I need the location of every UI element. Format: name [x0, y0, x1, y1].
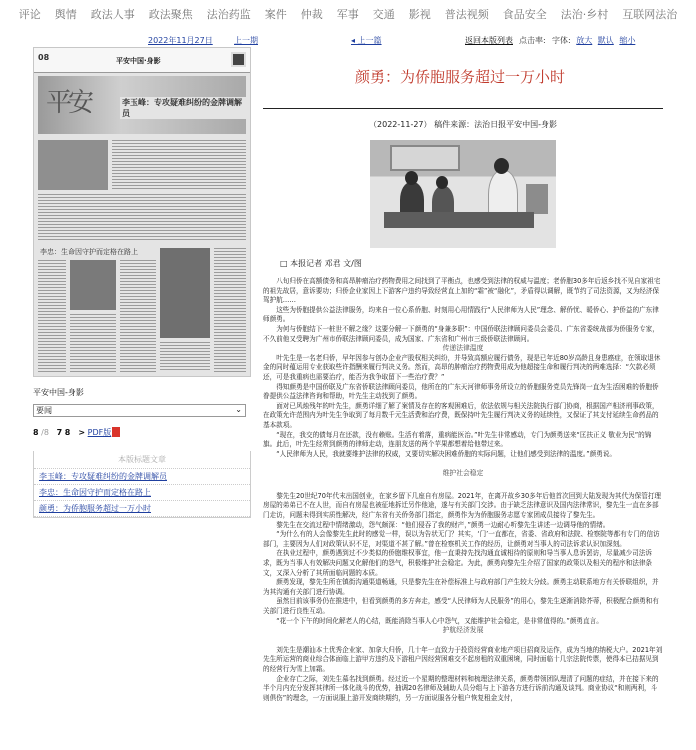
article-paragraph: “为什么有的人会像黎先生此时的感觉一样，误以为告状无门？其实，‘门’一直都在，省委、省政府和法院、检察院等都有专门的信访部门，主要因为人们对政策认识不足，对渠道不甚了解。”曾在检察机关工作的经历，让颜勇对当事人的司法诉求认识加深刻。 [263, 530, 660, 548]
article-paragraph: 黎先生20世纪70年代末出国创业，在家乡留下几座自有房屋。2021年，在离开故乡30多年后他首次回到大陆发现为其代为保管打理房屋的弟弟已不在人世，而自有房屋也被征地拆迁另作他途，遂与有关部门交涉。由于缺乏法律意识及国内法律常识，黎先生一直在多部门走访，问题未得到实质性解决，经广东省有关侨务部门指定，颜勇作为为侨胞服务志愿专家团成员接待了黎先生。 [263, 491, 662, 520]
nav-item[interactable]: 仲裁 [300, 8, 323, 21]
article-link[interactable]: 颜勇：为侨胞服务超过一万小时 [39, 504, 151, 513]
photo-window [390, 145, 460, 171]
font-large-link[interactable]: 放大 [576, 36, 593, 45]
page-spacer [51, 428, 54, 437]
photo-head [436, 176, 448, 189]
thumb-headline-1[interactable]: 李玉峰：专攻疑难纠纷的金牌调解员 [120, 97, 250, 119]
thumb-headline-2[interactable]: 李忠：生命因守护而定格在路上 [40, 248, 138, 256]
article-paragraph: “人民律师为人民，我就要维护法律的权威，又要切实解决困难侨胞的实际问题，让他们感受到法律的温度。”颜勇说。 [276, 449, 616, 458]
thumb-page-number: 08 [38, 53, 50, 62]
prev-issue-link[interactable]: 上一期 [234, 36, 258, 45]
photo-shelf [526, 184, 548, 214]
click-rate-label: 点击率: [519, 36, 546, 45]
page-link-8[interactable]: 8 [64, 428, 71, 437]
thumb-masthead [34, 48, 250, 73]
page-total: 8 [43, 428, 49, 437]
nav-item[interactable]: 交通 [372, 8, 395, 21]
article-meta: （2022-11-27） 稿件来源：法治日报平安中国-身影 [369, 120, 557, 129]
newspaper-page-thumbnail[interactable] [33, 47, 251, 377]
article-paragraph: 得知颜勇是中国侨联及广东省侨联法律顾问委员，他所在的广东天河律师事务所设立的侨胞服务党员先锋岗一直为生活困难的侨胞侨眷提供公益法律咨询和帮助，叶先生主动找到了颜勇。 [263, 382, 659, 401]
article-photo [370, 140, 556, 248]
nav-item[interactable]: 法治药监 [206, 8, 251, 21]
top-navigation [0, 0, 696, 28]
nav-item[interactable]: 法治·乡村 [560, 8, 609, 21]
main-column [263, 46, 663, 703]
page-select-dropdown[interactable] [33, 404, 246, 417]
thumb-section-title: 平安中国·身影 [116, 57, 161, 65]
article-paragraph: 虽然目前该事务仍在推进中，但看到颜勇的多方奔走，感受“人民律师为人民服务”的用心，黎先生逐渐消除芥蒂，积极配合颜勇和有关部门进行良性互动。 [263, 597, 659, 615]
thumb-photo [38, 140, 108, 190]
article-paragraph: 刘先生是潮汕本土优秀企业家、加拿大归侨，几十年一直致力于投资经营商业地产项目招商及运作，成为当地的纳税大户。2021年刘先生所运营的商业综合体面临上游甲方违约及下游租户因经营困难交不起房租的双重困境，同时面临十几宗法院传票，使得本已拮据见到的经营行为雪上加霜。 [263, 645, 663, 673]
article-body [263, 277, 663, 703]
photo-caption: □ 本报记者 邓君 文/图 [280, 259, 362, 268]
thumb-photo [70, 260, 116, 310]
photo-head [494, 158, 509, 174]
article-paragraph: 八旬归侨在高额债务和高昂肿瘤治疗药物费用之间找到了平衡点，也感受到法律的权威与温度；老侨胞30多年后返乡找不见自家祖宅的祖先故居，意诉要功；归侨企业家因上下游客户违约导致经营直上加的“霜”被“融化”，矛盾得以调解，既节约了司法资源，又为经济保驾护航…… [263, 277, 661, 305]
article-paragraph: 这些为侨胞提供公益法律服务，均来自一位心系侨胞、时刻用心用情践行“人民律师为人民”理念、解侨忧、暖侨心、护侨益的广东律师颜勇。 [263, 305, 659, 324]
back-to-list-link[interactable]: 返回本版列表 [465, 36, 513, 45]
thumb-text-block [70, 314, 116, 372]
nav-item[interactable]: 政法聚焦 [148, 8, 193, 21]
nav-item[interactable]: 军事 [336, 8, 359, 21]
thumb-text-block [214, 248, 246, 372]
article-section-1 [263, 354, 663, 460]
nav-item[interactable]: 政法人事 [90, 8, 135, 21]
headline-bar [263, 46, 663, 109]
nav-item[interactable]: 舆情 [54, 8, 77, 21]
article-paragraph: 黎先生在交流过程中情绪激动，怨气颇深：“他们侵吞了我的财产，”颜勇一边耐心听黎先生讲述一边调导他的情绪。 [276, 520, 610, 529]
photo-table [384, 212, 534, 228]
article-paragraph: 在执业过程中，颜勇遇到过不少类似的侨胞维权事宜，他一直秉持先找沟通直诚相待的原则和导当事人息诉罢访，尽量减少司法诉求，既为当事人有效解决问题又化解他们的怨气，积极维护社会稳定。为此，颜勇向黎先生介绍了国家的政策以及相关的程序和法律条文，又深入分析了其所面临问题的本质。 [263, 549, 653, 577]
page-link-7[interactable]: 7 [56, 428, 63, 437]
article-paragraph: 面对已风烛残年的叶先生，颜勇详细了解了案情及存在的客观困难后，依法依规与相关法院执行部门协商，根据国产相济刑事政策，在政策允许范围内为叶先生争取到了每月数千元生活费和治疗费，既保持叶先生履行判决义务的延续性，又保证了其支付延续生命药品的基本款项。 [263, 401, 659, 429]
thumb-brush-title: 平安 [46, 88, 91, 118]
prev-issue [234, 35, 258, 46]
thumb-text-block [38, 260, 66, 372]
article-subheading: 传递法律温度 [442, 344, 484, 353]
article-paragraph: 叶先生是一名老归侨，早年因参与创办企业产股权相关纠纷，并导致高额应履行债务，现是已年近80岁高龄且身患癌症，在领取退休金的同时蕴运用专业获取些许指酬来履行判决义务。然而，高昂的肿瘤治疗药物费用成为他超接生命和履行判决的两难选择：“欠款必须还，可是我重病也需要治疗，能否为我争取留下一些治疗费？” [263, 353, 661, 381]
nav-item[interactable]: 互联网法治 [622, 8, 678, 21]
article-section-3 [263, 646, 663, 704]
list-item [34, 485, 250, 501]
nav-item[interactable]: 影视 [408, 8, 431, 21]
current-page: 8 [33, 428, 39, 437]
prev-article [351, 35, 382, 46]
article-paragraph: “花一个下午的时间化解老人的心结，既能消除当事人心中怨气，又能维护社会稳定，是非常值得的。”颜勇直言。 [276, 616, 603, 625]
page-links [33, 427, 255, 438]
font-small-link[interactable]: 缩小 [619, 36, 636, 45]
pdf-link[interactable]: PDF版 [87, 428, 112, 437]
font-default-link[interactable]: 默认 [597, 36, 614, 45]
article-list [33, 451, 251, 518]
article-section-2 [263, 492, 663, 626]
nav-item[interactable]: 案件 [264, 8, 287, 21]
thumb-text-block [38, 194, 246, 242]
qr-code-icon [231, 52, 246, 67]
issue-date-link[interactable]: 2022年11月27日 [148, 36, 213, 45]
article-paragraph: 为何与侨胞结下一桩世不解之缘？这要分解一下颜勇的“身兼多职”：中国侨联法律顾问委员会委员、广东省委统战部为侨服务专家，不久前他又受聘为广州市侨联法律顾问委员，成为国家、广东省和广州市三级侨联法律顾问。 [263, 324, 659, 343]
article-section-intro [263, 277, 663, 344]
thumb-text-block [160, 342, 210, 372]
page-section-label: 平安中国-身影 [33, 388, 84, 397]
article-link[interactable]: 李玉峰：专攻疑难纠纷的金牌调解员 [39, 472, 167, 481]
pdf-icon[interactable] [112, 427, 120, 437]
nav-item[interactable]: 普法视频 [444, 8, 489, 21]
font-size-controls [552, 35, 635, 46]
list-item [34, 501, 250, 517]
nav-item[interactable]: 食品安全 [502, 8, 547, 21]
article-subheading: 维护社会稳定 [442, 469, 484, 478]
article-paragraph: 企业存亡之际，刘先生慕名找到颜勇。经过近一个星期的整理材料和梳理法律关系，颜勇带领团队理清了问题的症结，并在接下来的半个月内充分发挥其律所一体化战斗的优势，抽调20名律师及辅助人员分组与上下游各方进行诉前沟通及谈判。商业协议“和则两利，斗则俱伤”的理念，一方面说服上游开发商续期约，另一方面说服各分租户恢复租金支付， [263, 674, 659, 702]
nav-item[interactable]: 评论 [18, 8, 41, 21]
article-paragraph: 颜勇发现，黎先生所在镇街沟通渠道畅通，只是黎先生在补偿标准上与政府部门产生较大分歧。颜勇主动联系地方有关侨联组织，并为其沟通有关部门进行协调。 [263, 578, 659, 596]
article-link[interactable]: 李忠：生命因守护而定格在路上 [39, 488, 151, 497]
left-column [33, 46, 255, 518]
thumb-photo [160, 248, 210, 338]
page-next-link[interactable]: > [72, 428, 86, 437]
font-size-label: 字体: [552, 36, 571, 45]
page-separator: / [41, 428, 44, 437]
article-subheading: 护航经济发展 [442, 626, 484, 635]
back-to-list [465, 35, 513, 46]
photo-head [405, 171, 418, 185]
article-headline: 颜勇：为侨胞服务超过一万小时 [355, 68, 566, 86]
page-select-value: 要闻 [36, 406, 52, 415]
issue-date [148, 35, 213, 46]
thumb-text-block [112, 140, 246, 190]
thumb-text-block [120, 260, 156, 372]
article-list-header: 本版标题文章 [34, 451, 250, 469]
prev-article-link[interactable]: ◂ 上一篇 [351, 36, 382, 45]
chevron-down-icon: ⌄ [235, 405, 242, 414]
article-paragraph: “现在，我交的债每月在还款，没有赖账。生活有着落，重病能医治。”叶先生非常感动，专门为颜勇送来“匡扶正义 敬业为民”的锦旗。此后，叶先生经常到颜勇的律师走动，连朋友送的两个苹果都想着给他带过来。 [263, 430, 652, 449]
list-item [34, 469, 250, 485]
